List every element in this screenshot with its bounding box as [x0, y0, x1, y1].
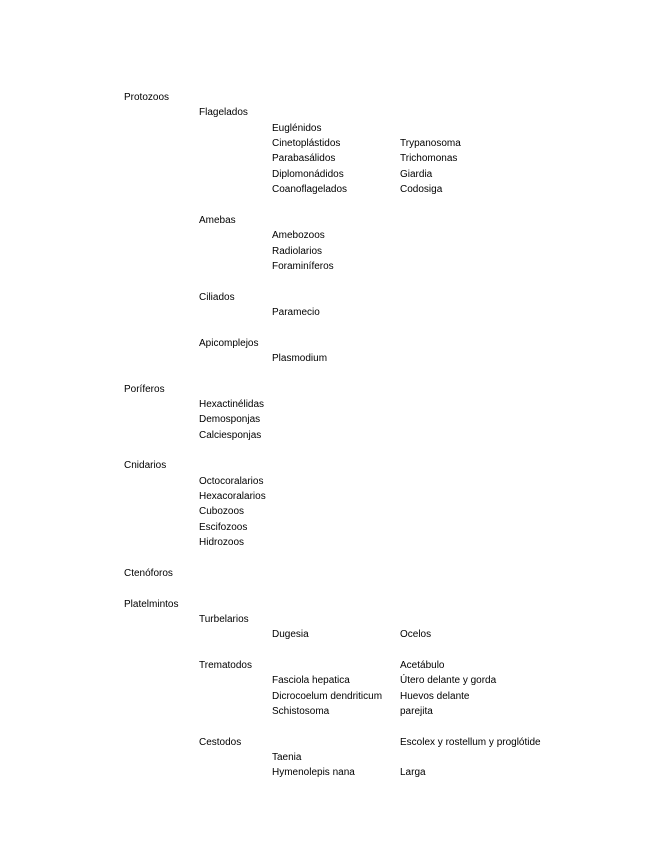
outline-level-3-text: Giardia — [400, 168, 433, 180]
outline-row — [0, 597, 655, 612]
outline-row — [0, 735, 655, 750]
blank-row — [0, 719, 655, 734]
outline-level-1-text: Turbelarios — [199, 613, 249, 625]
outline-row — [0, 412, 655, 427]
outline-row — [0, 765, 655, 780]
outline-row — [0, 428, 655, 443]
outline-row — [0, 228, 655, 243]
outline-level-1-text: Escifozoos — [199, 521, 248, 533]
outline-row — [0, 504, 655, 519]
outline-level-3-text: Escolex y rostellum y proglótide — [400, 736, 541, 748]
outline-level-3-text: Codosiga — [400, 184, 443, 196]
outline-level-0-text: Cnidarios — [124, 460, 167, 472]
outline-row — [0, 121, 655, 136]
outline-row — [0, 704, 655, 719]
outline-level-3-text: Útero delante y gorda — [400, 675, 497, 687]
outline-level-1-text: Flagelados — [199, 107, 248, 119]
outline-row — [0, 105, 655, 120]
outline-row — [0, 259, 655, 274]
outline-level-1-text: Hexactinélidas — [199, 399, 265, 410]
outline-level-1-text: Cubozoos — [199, 506, 245, 518]
outline-level-1-text: Hidrozoos — [199, 537, 245, 549]
outline-row — [0, 474, 655, 489]
blank-row — [0, 643, 655, 658]
outline-row — [0, 627, 655, 642]
blank-row — [0, 274, 655, 289]
blank-row — [0, 320, 655, 335]
blank-row — [0, 551, 655, 566]
outline-row — [0, 750, 655, 765]
outline-level-2-text: Fasciola hepatica — [272, 675, 350, 687]
outline-row — [0, 136, 655, 151]
outline-level-3-text: Trypanosoma — [400, 138, 461, 150]
outline-level-3-text: parejita — [400, 706, 433, 717]
outline-level-2-text: Diplomonádidos — [272, 168, 344, 180]
outline-level-2-text: Paramecio — [272, 306, 320, 318]
outline-level-2-text: Schistosoma — [272, 706, 330, 717]
outline-row — [0, 520, 655, 535]
outline-level-2-text: Cinetoplástidos — [272, 138, 341, 150]
outline-row — [0, 151, 655, 166]
outline-level-1-text: Cestodos — [199, 736, 242, 748]
outline-row — [0, 489, 655, 504]
outline-row — [0, 535, 655, 550]
outline-level-1-text: Trematodos — [199, 659, 252, 671]
outline-row — [0, 90, 655, 105]
outline-level-1-text: Hexacoralarios — [199, 491, 266, 503]
outline-row — [0, 182, 655, 197]
outline-row — [0, 351, 655, 366]
blank-row — [0, 443, 655, 458]
outline-row — [0, 244, 655, 259]
outline-level-1-text: Apicomplejos — [199, 337, 259, 349]
outline-level-1-text: Demosponjas — [199, 414, 261, 426]
outline-level-3-text: Ocelos — [400, 629, 432, 641]
outline-level-2-text: Taenia — [272, 752, 302, 764]
outline-level-0-text: Protozoos — [124, 92, 170, 103]
outline-level-0-text: Poríferos — [124, 383, 165, 395]
blank-row — [0, 197, 655, 212]
outline-row — [0, 612, 655, 627]
outline-level-1-text: Ciliados — [199, 291, 235, 303]
outline-level-2-text: Foraminíferos — [272, 260, 334, 272]
outline-level-2-text: Dicrocoelum dendriticum — [272, 690, 383, 702]
outline-row — [0, 566, 655, 581]
outline-row — [0, 397, 655, 412]
outline-level-1-text: Calciesponjas — [199, 429, 262, 441]
outline-level-2-text: Plasmodium — [272, 352, 328, 364]
outline-level-3-text: Acetábulo — [400, 659, 445, 671]
outline-row — [0, 382, 655, 397]
outline-row — [0, 213, 655, 228]
outline-row — [0, 658, 655, 673]
outline-row — [0, 336, 655, 351]
outline-level-1-text: Octocoralarios — [199, 475, 264, 487]
outline-row — [0, 689, 655, 704]
outline-row — [0, 305, 655, 320]
blank-row — [0, 581, 655, 596]
outline-row — [0, 458, 655, 473]
outline-level-3-text: Huevos delante — [400, 690, 470, 702]
outline-level-2-text: Amebozoos — [272, 230, 325, 242]
outline-level-0-text: Platelmintos — [124, 598, 179, 610]
outline-level-2-text: Dugesia — [272, 629, 309, 641]
outline-level-2-text: Parabasálidos — [272, 153, 336, 165]
outline-level-2-text: Radiolarios — [272, 245, 323, 257]
outline-level-2-text: Coanoflagelados — [272, 184, 348, 196]
outline-level-2-text: Hymenolepis nana — [272, 767, 355, 779]
outline-level-2-text: Euglénidos — [272, 122, 322, 134]
outline-row — [0, 290, 655, 305]
outline-level-3-text: Trichomonas — [400, 153, 458, 165]
outline-level-0-text: Ctenóforos — [124, 567, 173, 579]
outline-level-3-text: Larga — [400, 767, 426, 779]
blank-row — [0, 366, 655, 381]
outline-row — [0, 167, 655, 182]
outline-level-1-text: Amebas — [199, 214, 236, 226]
outline-row — [0, 673, 655, 688]
